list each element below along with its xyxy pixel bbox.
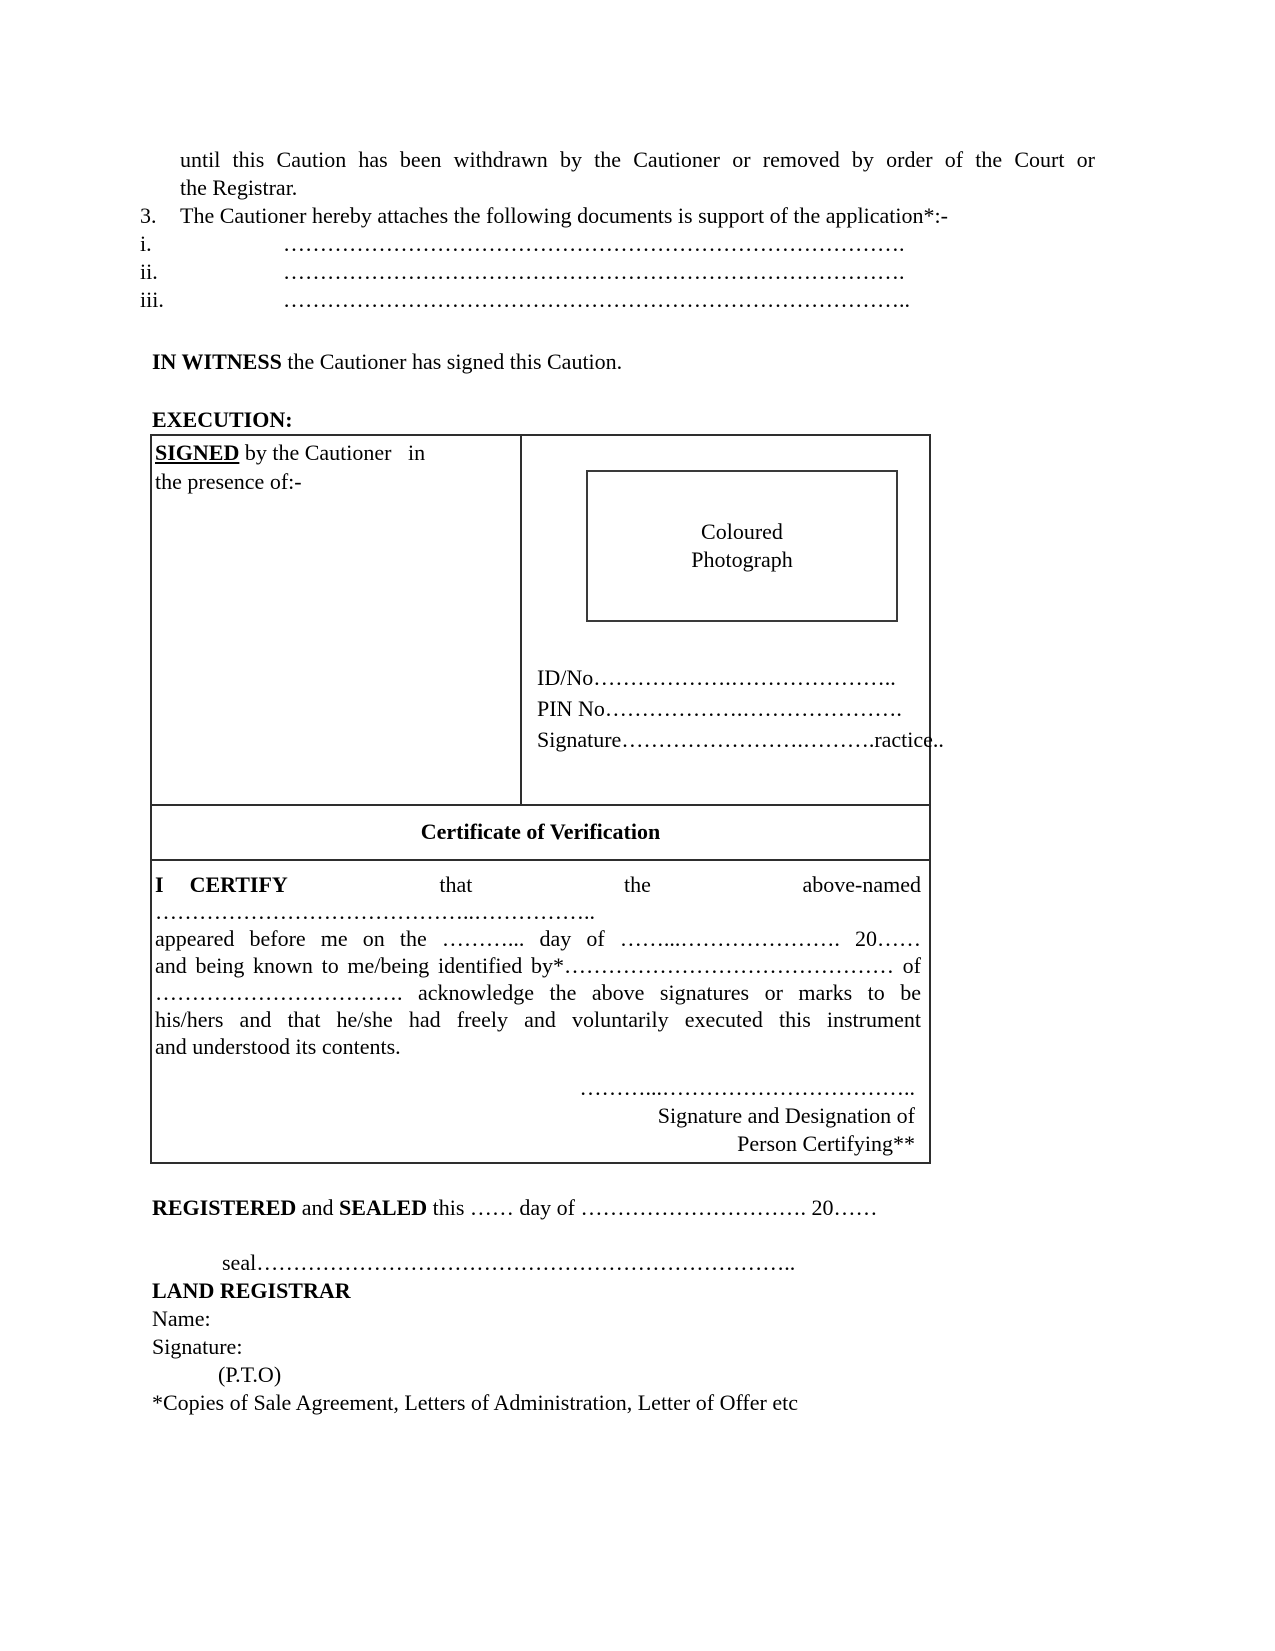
certificate-body — [152, 861, 929, 1162]
registered-rest: this …… day of …………………………. 20…… — [427, 1195, 878, 1220]
attachment-label-i: i. — [140, 231, 152, 256]
certify-line-1-rest: that the above-named ……………………………………..…………….. — [155, 872, 921, 924]
intro-line-1: until this Caution has been withdrawn by the Cautioner or removed by order of the Court or — [180, 147, 1095, 172]
certify-line-5: his/hers and that he/she had freely and voluntarily executed this instrument — [155, 1007, 921, 1032]
registrar-signature-label: Signature: — [152, 1334, 243, 1359]
photo-label-line-2: Photograph — [691, 547, 793, 572]
certifier-role-line-1: Signature and Designation of — [657, 1103, 915, 1128]
signed-line-1 — [155, 438, 512, 467]
attachment-dots-iii: ………………………………………………………………………….. — [283, 287, 910, 312]
footnote: *Copies of Sale Agreement, Letters of Administration, Letter of Offer etc — [152, 1390, 798, 1415]
sealed-bold: SEALED — [339, 1195, 428, 1220]
intro-line-2: the Registrar. — [180, 175, 298, 200]
certify-line-6: and understood its contents. — [155, 1034, 401, 1059]
witness-bold: IN WITNESS — [152, 349, 282, 374]
witness-statement — [152, 348, 1275, 376]
certify-i: I — [155, 872, 164, 897]
clause-3-number: 3. — [140, 203, 157, 228]
certify-bold: CERTIFY — [189, 872, 288, 897]
pto-note: (P.T.O) — [218, 1362, 282, 1387]
pin-number-line: PIN No……………….…………………. — [537, 696, 902, 721]
registered-bold: REGISTERED — [152, 1195, 297, 1220]
seal-line: seal……………………………………………………………….. — [222, 1250, 796, 1275]
execution-table — [150, 434, 944, 1164]
clause-3 — [140, 202, 1095, 230]
certifier-role-line-2: Person Certifying** — [737, 1131, 915, 1156]
intro-paragraph — [180, 146, 1095, 202]
certifier-signature-block — [155, 1074, 921, 1158]
photo-label-line-1: Coloured — [701, 519, 783, 544]
certifier-signature-dots: ………...…………………………….. — [579, 1075, 915, 1100]
identity-fields — [537, 662, 944, 755]
id-number-line: ID/No……………….………………….. — [537, 665, 896, 690]
certificate-header: Certificate of Verification — [152, 804, 929, 861]
attachment-line-i — [140, 230, 1275, 258]
clause-3-text: The Cautioner hereby attaches the following documents is support of the application*:- — [180, 203, 948, 228]
witness-rest: the Cautioner has signed this Caution. — [281, 349, 623, 374]
execution-heading: EXECUTION: — [152, 407, 293, 432]
attachment-line-ii — [140, 258, 1275, 286]
attachment-dots-i: …………………………………………………………………………. — [283, 231, 905, 256]
registrar-block — [152, 1277, 1275, 1417]
certify-line-2: appeared before me on the ………... day of ……...…………………. 20…… — [155, 926, 921, 951]
execution-row — [152, 436, 944, 804]
photo-box — [586, 470, 898, 622]
signed-cell — [152, 436, 522, 804]
attachment-label-ii: ii. — [140, 259, 158, 284]
land-registrar-heading: LAND REGISTRAR — [152, 1278, 351, 1303]
registered-and: and — [296, 1195, 340, 1220]
attachment-line-iii — [140, 286, 1275, 314]
signed-line-2: the presence of:- — [155, 469, 302, 494]
attachment-label-iii: iii. — [140, 287, 164, 312]
certify-line-1 — [155, 871, 921, 925]
signed-rest: by the Cautioner in — [239, 440, 426, 465]
certify-line-4: ……………………………. acknowledge the above signatures or marks to be — [155, 980, 921, 1005]
attachment-dots-ii: …………………………………………………………………………. — [283, 259, 905, 284]
signed-bold: SIGNED — [155, 440, 240, 465]
signature-line: Signature…………………….……….ractice.. — [537, 727, 944, 752]
registered-sealed-line — [152, 1194, 1275, 1222]
photo-cell — [522, 436, 944, 804]
certify-line-3: and being known to me/being identified by*……………………………………… of — [155, 953, 921, 978]
registrar-name-label: Name: — [152, 1306, 211, 1331]
